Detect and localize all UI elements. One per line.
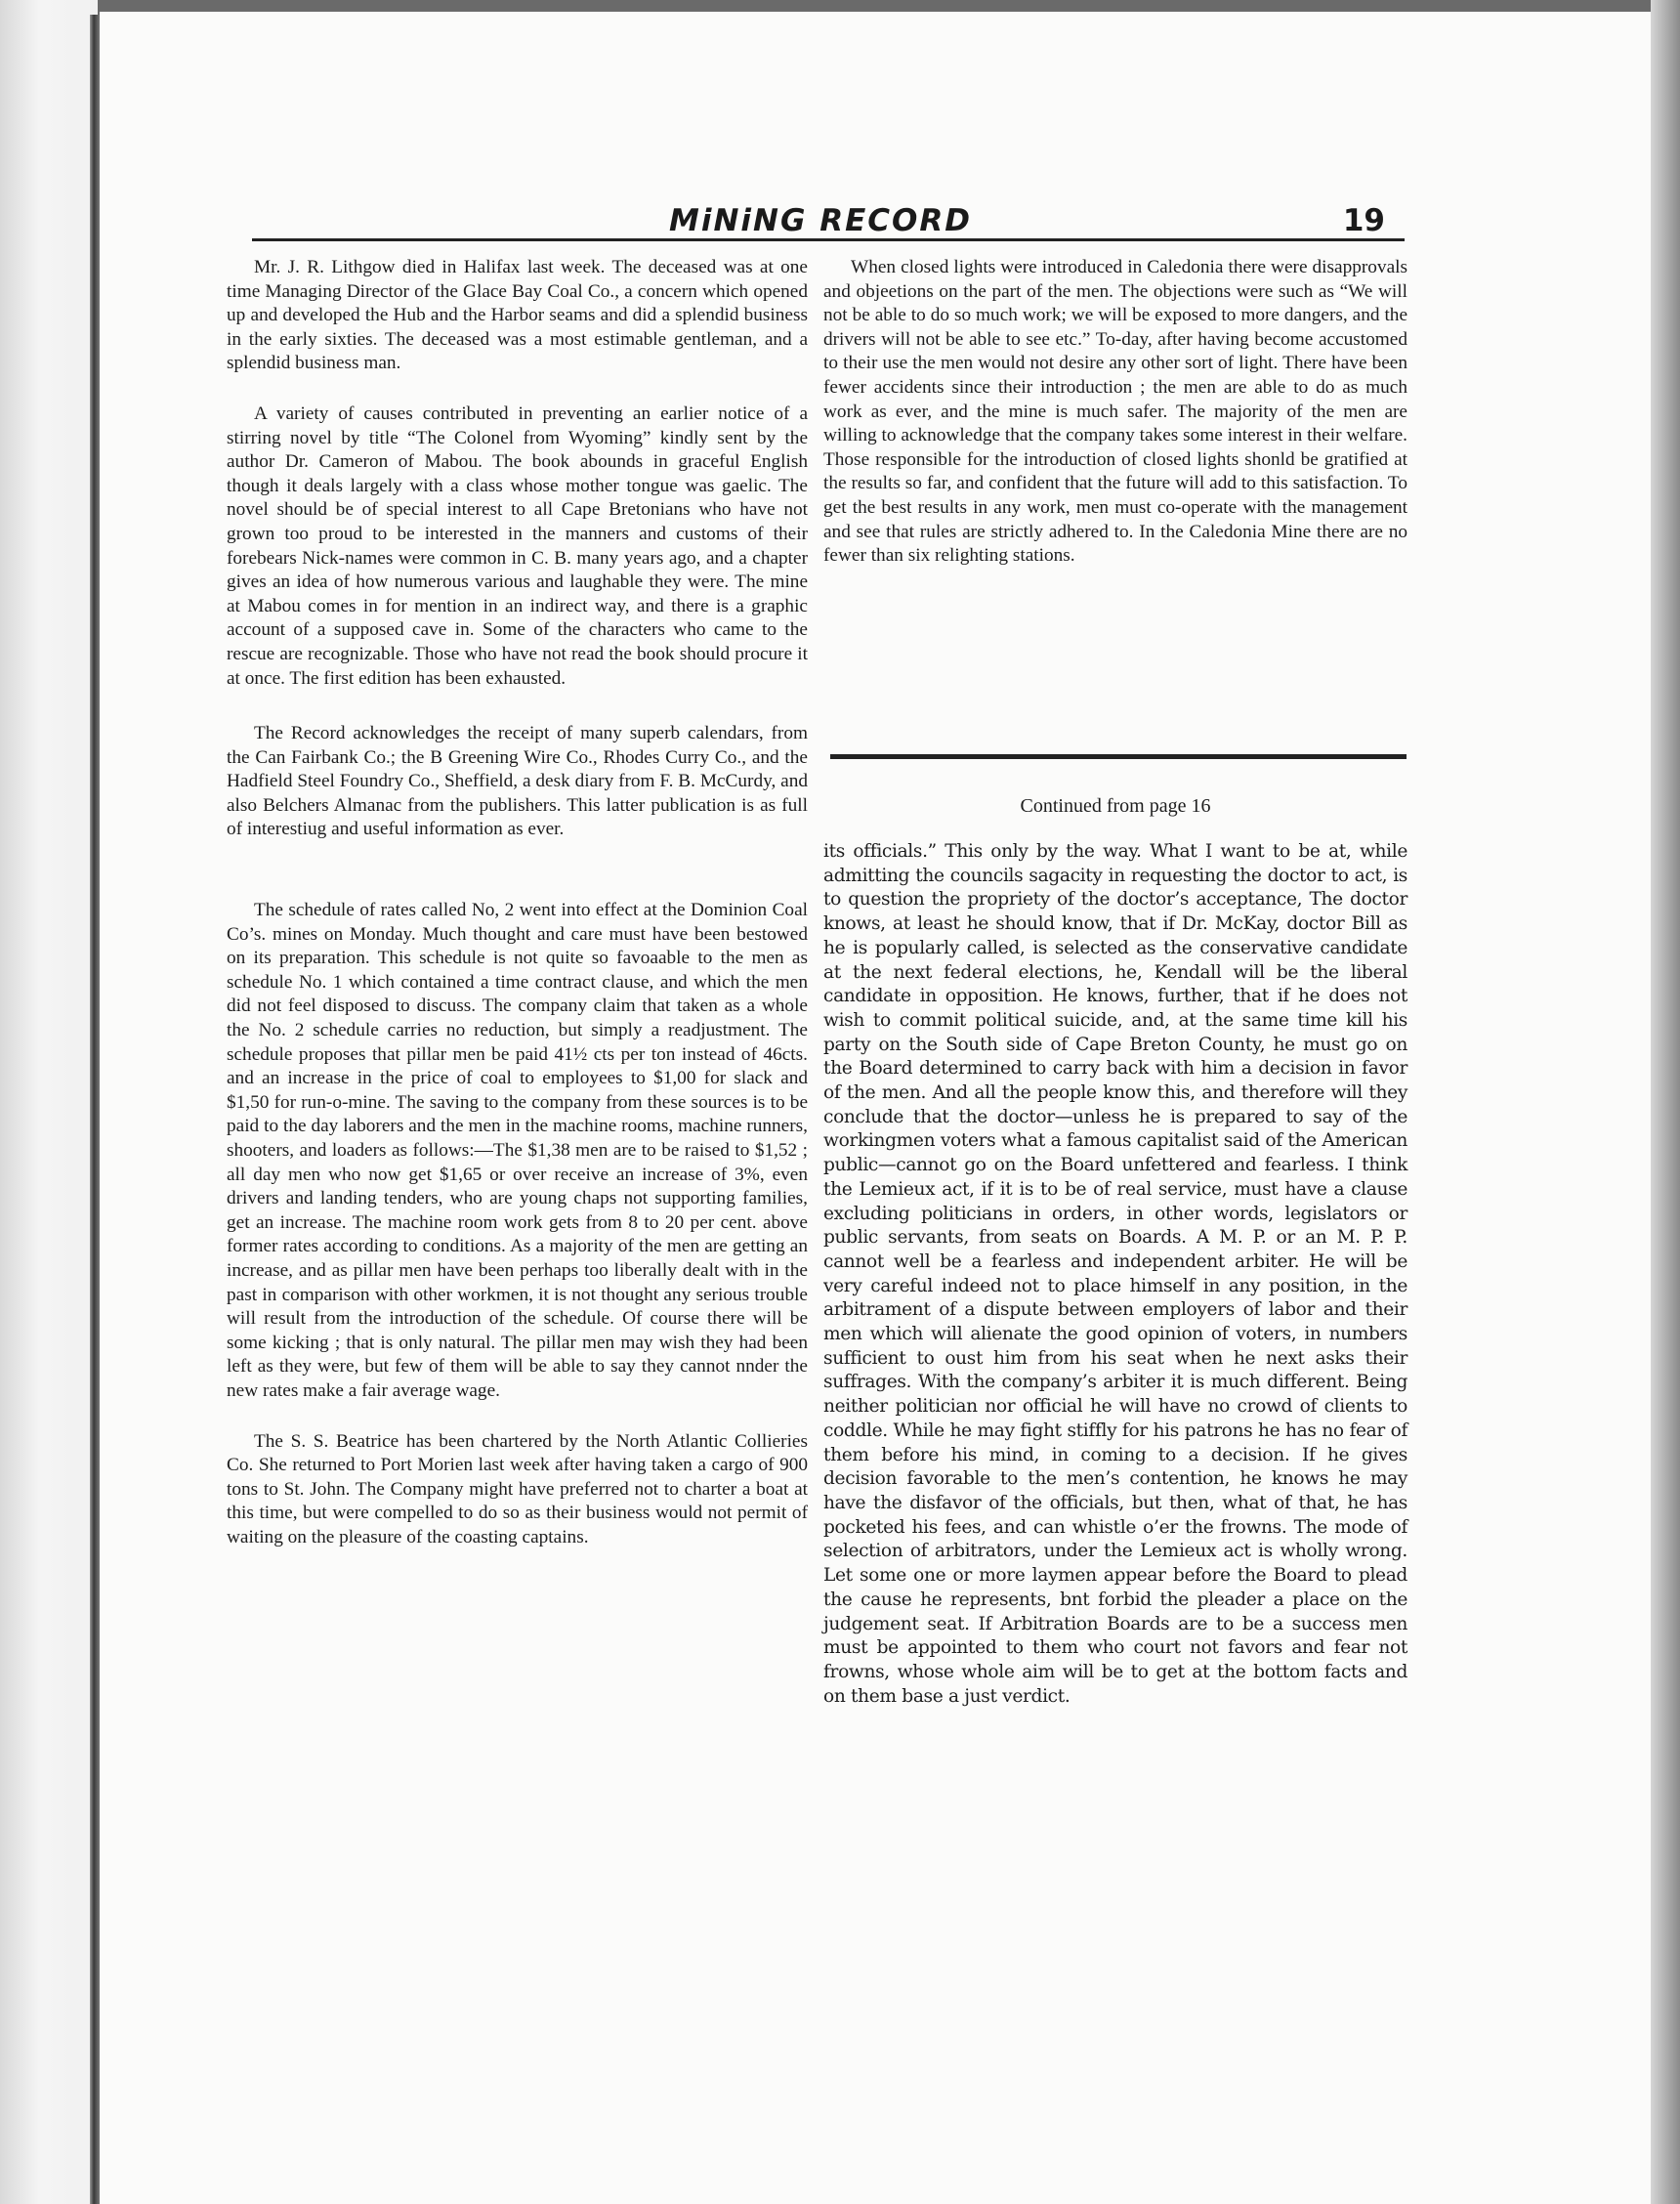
continued-label: Continued from page 16 bbox=[1020, 795, 1211, 817]
page-left-margin bbox=[0, 0, 98, 2204]
publication-title: MiNiNG RECORD bbox=[669, 203, 972, 238]
page-binding-edge bbox=[90, 15, 100, 2204]
page-number: 19 bbox=[1342, 203, 1385, 238]
right-column-top bbox=[823, 256, 1407, 569]
header-rule bbox=[252, 238, 1405, 241]
paragraph-calendars: The Record acknowledges the receipt of many superb calendars, from the Can Fairbank Co.; the B Greening Wire Co., Rhodes Curry Co., and the Hadfield Steel Foundry Co., Sheffield, a desk diary from F. B. McCurdy, and also Belchers Almanac from the publishers. This latter publication is as full of interestiug and useful information as ever. bbox=[227, 723, 808, 840]
page-right-edge bbox=[1651, 0, 1680, 2204]
paragraph-novel-review: A variety of causes contributed in preventing an earlier notice of a stirring novel by title “The Colonel from Wyoming” kindly sent by the author Dr. Cameron of Mabou. The book abounds in graceful English though it deals largely with a class whose mother tongue was gaelic. The novel should be of special interest to all Cape Bretonians who have not grown too proud to be interested in the manners and customs of their forebears Nick-names were common in C. B. many years ago, and a chapter gives an idea of how numerous various and laughable they were. The mine at Mabou comes in for mention in an indirect way, and there is a graphic account of a supposed cave in. Some of the characters who came to the rescue are recognizable. Those who have not read the book should procure it at once. The first edition has been exhausted. bbox=[227, 403, 808, 689]
page-header bbox=[252, 203, 1405, 242]
paragraph-beatrice: The S. S. Beatrice has been chartered by the North Atlantic Collieries Co. She returned to Port Morien last week after having taken a cargo of 900 tons to St. John. The Company might have preferred not to charter a boat at this time, but were compelled to do so as their business would not permit of waiting on the pleasure of the coasting captains. bbox=[227, 1430, 808, 1547]
paragraph-schedule: The schedule of rates called No, 2 went into effect at the Dominion Coal Co’s. mines on Monday. Much thought and care must have been bestowed on its preparation. This schedule is not quite so favoaable to the men as schedule No. 1 which contained a time contract clause, and which the men did not feel disposed to discuss. The company claim that taken as a whole the No. 2 schedule carries no reduction, but simply a readjustment. The schedule proposes that pillar men be paid 41½ cts per ton instead of 46cts. and an increase in the price of coal to employees to $1,00 for slack and $1,50 for run-o-mine. The saving to the company from these sources is to be paid to the day laborers and the men in the machine rooms, machine runners, shooters, and loaders as follows:—The $1,38 men are to be raised to $1,52 ; all day men who now get $1,65 or over receive an increase of 3%, even drivers and landing tenders, who are young chaps not supporting families, get an increase. The machine room work gets from 8 to 20 per cent. above former rates according to conditions. As a majority of the men are getting an increase, and as pillar men have been perhaps too liberally dealt with in the past in comparison with other workmen, it is not thought any serious trouble will result from the introduction of the schedule. Of course there will be some kicking ; that is only natural. The pillar men may wish they had been left as they were, but few of them will be able to say they cannot nnder the new rates make a fair average wage. bbox=[227, 900, 808, 1401]
right-column-bottom bbox=[823, 840, 1407, 1709]
paragraph-lithgow: Mr. J. R. Lithgow died in Halifax last week. The deceased was at one time Managing Director of the Glace Bay Coal Co., a concern which opened up and developed the Hub and the Harbor seams and did a splendid business in the early sixties. The deceased was a most estimable gentleman, and a splendid business man. bbox=[227, 257, 808, 374]
paragraph-closed-lights: When closed lights were introduced in Caledonia there were disapprovals and objeetions on the part of the men. The objections were such as “We will not be able to do so much work; we will be exposed to more dangers, and the drivers will not be able to see etc.” To-day, after having become accustomed to their use the men would not desire any other sort of light. There have been fewer accidents since their introduction ; the men are able to do as much work as ever, and the mine is much safer. The majority of the men are willing to acknowledge that the company takes some interest in their welfare. Those responsible for the introduction of closed lights shonld be gratified at the results so far, and confident that the future will add to this satisfaction. To get the best results in any work, men must co-operate with the management and see that rules are strictly adhered to. In the Caledonia Mine there are no fewer than six relighting stations. bbox=[823, 257, 1407, 567]
paragraph-lemieux-act: its officials.” This only by the way. What I want to be at, while admitting the councils sagacity in requesting the doctor to act, is to question the propriety of the doctor’s acceptance, The doctor knows, at least he should know, that if Dr. McKay, doctor Bill as he is popularly called, is selected as the conservative candidate at the next federal elections, he, Kendall will be the liberal candidate in opposition. He knows, further, that if he does not wish to commit political suicide, and, at the same time kill his party on the South side of Cape Breton County, he must go on the Board determined to carry back with him a decision in favor of the men. And all the people know this, and therefore will they conclude that the doctor—unless he is prepared to say of the workingmen voters what a famous capitalist said of the American public—cannot go on the Board unfettered and fearless. I think the Lemieux act, if it is to be of real service, must have a clause excluding politicians in orders, in other words, legislators or public servants, from seats on Boards. A M. P. or an M. P. P. cannot well be a fearless and independent arbiter. He will be very careful indeed not to place himself in any position, in the arbitrament of a dispute between employers of labor and their men which will alienate the good opinion of voters, in numbers sufficient to oust him from his seat when he next asks their suffrages. With the company’s arbiter it is much different. Being neither politician nor official he will have no crowd of clients to coddle. While he may fight stiffly for his patrons he has no fear of them before his mind, in coming to a decision. If he gives decision favorable to the men’s contention, he knows he may have the disfavor of the officials, but then, what of that, he has pocketed his fees, and can whistle o’er the frowns. The mode of selection of arbitrators, under the Lemieux act is wholly wrong. Let some one or more laymen appear before the Board to plead the cause he represents, bnt forbid the pleader a place on the judgement seat. If Arbitration Boards are to be a success men must be appointed to them who court not favors and fear not frowns, whose whole aim will be to get at the bottom facts and on them base a just verdict. bbox=[823, 841, 1407, 1707]
section-divider bbox=[830, 754, 1407, 759]
left-column bbox=[227, 256, 808, 1550]
